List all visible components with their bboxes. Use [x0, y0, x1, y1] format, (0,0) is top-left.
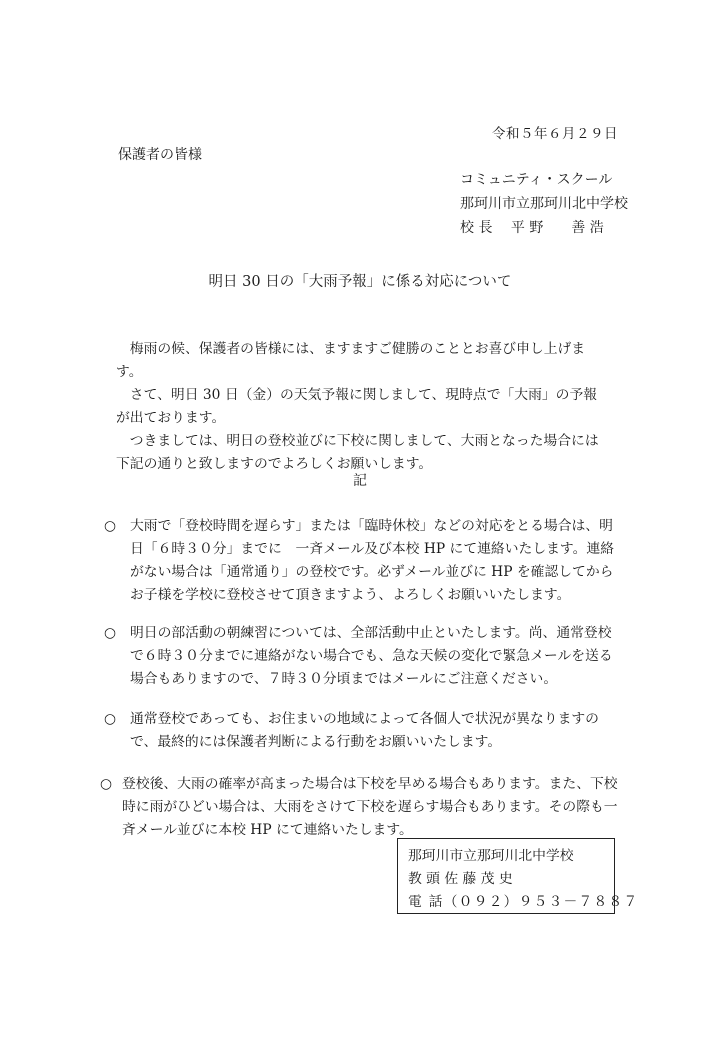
sender-org: コミュニティ・スクール	[460, 172, 613, 188]
contact-box	[397, 838, 639, 914]
list-item-text: 登校後、大雨の確率が高まった場合は下校を早める場合もあります。また、下校時に雨がひどい場合は、大雨をさけて下校を遅らす場合もあります。その際も一斉メール並びに本校 HP にて連絡いたします。	[122, 776, 618, 838]
document-title: 明日 30 日の「大雨予報」に係る対応について	[208, 274, 512, 290]
body-text	[116, 338, 606, 476]
body-paragraph-greeting: 梅雨の候、保護者の皆様には、ますますご健勝のこととお喜び申し上げます。	[116, 341, 586, 380]
list-item	[104, 708, 624, 754]
circle-bullet-icon: ○	[104, 625, 117, 641]
ki-heading: 記	[353, 473, 367, 489]
list-item-text: 明日の部活動の朝練習については、全部活動中止といたします。尚、通常登校で６時３０分までに連絡がない場合でも、急な天候の変化で緊急メールを送る場合もありますので、７時３０分頃まではメールにご注意ください。	[130, 625, 613, 687]
body-paragraph-request: つきましては、明日の登校並びに下校に関しまして、大雨となった場合には下記の通りと致しますのでよろしくお願いします。	[116, 433, 599, 472]
list-item-text: 大雨で「登校時間を遅らす」または「臨時休校」などの対応をとる場合は、明日「６時３０分」までに 一斉メール及び本校 HP にて連絡いたします。連絡がない場合は「通常通り」の登校です。必ずメール並びに HP を確認してからお子様を学校に登校させて頂きますよう、よろしくお願いいたします。	[130, 518, 615, 603]
contact-person: 教 頭 佐 藤 茂 史	[408, 871, 513, 887]
circle-bullet-icon: ○	[100, 776, 113, 792]
circle-bullet-icon: ○	[104, 711, 117, 727]
sender-school: 那珂川市立那珂川北中学校	[460, 196, 628, 212]
body-paragraph-forecast: さて、明日 30 日（金）の天気予報に関しまして、現時点で「大雨」の予報が出ております。	[116, 387, 598, 426]
sender-block	[460, 168, 628, 240]
contact-phone: 電 話（０９２）９５３－７８８７	[408, 894, 639, 910]
recipient: 保護者の皆様	[118, 147, 202, 163]
circle-bullet-icon: ○	[104, 518, 117, 534]
list-item-text: 通常登校であっても、お住まいの地域によって各個人で状況が異なりますので、最終的には保護者判断による行動をお願いいたします。	[130, 711, 599, 750]
document-date: 令和５年６月２９日	[492, 126, 618, 142]
contact-school: 那珂川市立那珂川北中学校	[408, 848, 574, 864]
list-item	[104, 622, 624, 691]
sender-principal: 校 長 平 野 善 浩	[460, 220, 604, 236]
list-item	[100, 773, 620, 842]
list-item	[104, 515, 624, 607]
